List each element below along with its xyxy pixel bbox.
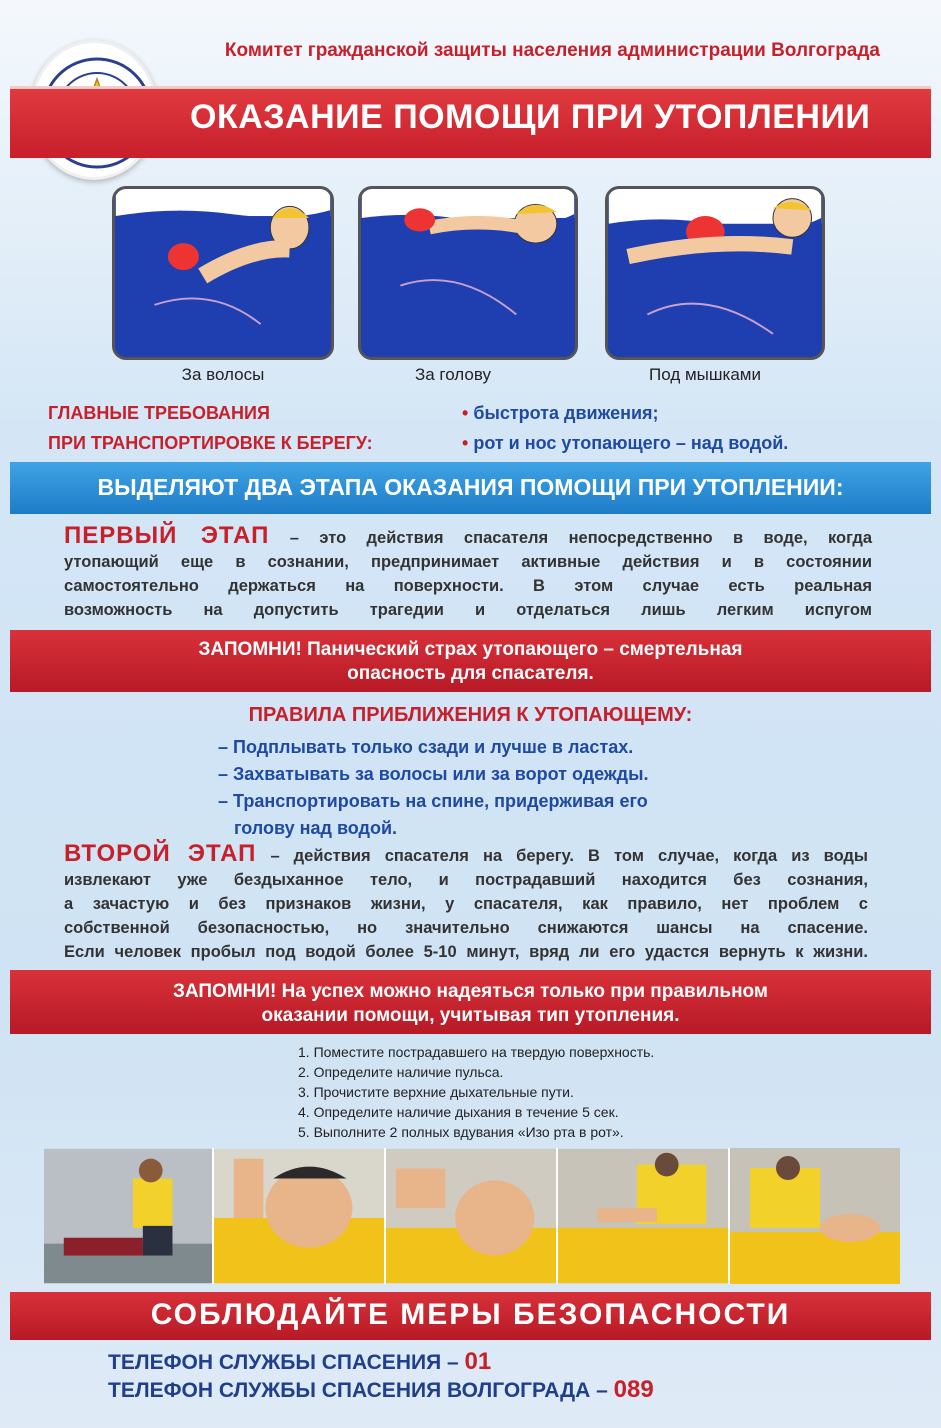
remember2-text: ЗАПОМНИ! На успех можно надеяться только при правильном оказании помощи, учитывая тип утопления. [173,981,768,1026]
airway-clearing-icon [386,1148,556,1284]
volgograd-phone-line: ТЕЛЕФОН СЛУЖБЫ СПАСЕНИЯ ВОЛГОГРАДА – 089 [108,1376,654,1403]
committee-name: Комитет гражданской защиты населения администрации Волгограда [224,40,880,61]
photo-rescuer-kneeling [44,1148,214,1284]
list-item: 4. Определите наличие дыхания в течение 5 сек. [298,1104,619,1120]
mouth-to-mouth-icon [730,1148,900,1284]
chest-compressions-icon [558,1148,728,1284]
caption-by-head: За голову [414,365,492,384]
list-item: 1. Поместите пострадавшего на твердую поверхность. [298,1044,655,1060]
illustration-under-arms [605,186,825,360]
stage2-head: ВТОРОЙ ЭТАП [64,840,257,867]
stage1-section: ПЕРВЫЙ ЭТАП – это действия спасателя непосредственно в воде, когда утопающий еще в сознании, предпринимает активные действия и в состоянии самостоятельно держаться на поверхности. В этом случае есть реальная возможность на допустить трагедии и отделаться лишь легким испугом [64,522,872,619]
requirements-title: ГЛАВНЫЕ ТРЕБОВАНИЯ ПРИ ТРАНСПОРТИРОВКЕ К БЕРЕГУ: [48,403,373,453]
rescue-by-head-icon [361,189,575,357]
first-aid-steps [298,1042,654,1142]
list-item: – Транспортировать на спине, придерживая его [218,791,648,811]
rescuer-kneeling-icon [44,1148,212,1284]
stage2-section: ВТОРОЙ ЭТАП – действия спасателя на берегу. В том случае, когда из воды извлекают уже бездыханное тело, и пострадавший находится без сознания, а зачастую и без признаков жизни, у спасателя, как правило, нет проблем с собственной безопасностью, но значительно снижаются шансы на спасение. Если человек пробыл под водой более 5-10 минут, вряд ли его удастся вернуть к жизни. [64,840,868,961]
volgograd-phone-number: 089 [613,1376,654,1403]
pulse-check-icon [214,1148,384,1284]
stage1-head: ПЕРВЫЙ ЭТАП [64,522,270,549]
list-item: 5. Выполните 2 полных вдувания «Изо рта в рот». [298,1124,624,1140]
list-item: • рот и нос утопающего – над водой. [462,433,789,453]
illustration-by-head [358,186,578,360]
list-item: – Захватывать за волосы или за ворот одежды. [218,764,649,784]
list-item: голову над водой. [234,818,398,838]
rules-title: ПРАВИЛА ПРИБЛИЖЕНИЯ К УТОПАЮЩЕМУ: [248,704,693,726]
list-item: • быстрота движения; [462,403,659,423]
photo-chest-compressions [558,1148,730,1284]
stages-banner-text: ВЫДЕЛЯЮТ ДВА ЭТАПА ОКАЗАНИЯ ПОМОЩИ ПРИ УТОПЛЕНИИ: [97,474,844,500]
safety-banner-text: СОБЛЮДАЙТЕ МЕРЫ БЕЗОПАСНОСТИ [150,1298,791,1331]
rescue-phone-line: ТЕЛЕФОН СЛУЖБЫ СПАСЕНИЯ – 01 [108,1348,492,1375]
rescue-phone-number: 01 [464,1348,492,1375]
list-item: 3. Прочистите верхние дыхательные пути. [298,1084,574,1100]
rules-list [218,734,648,842]
requirements-list [462,398,788,458]
list-item: 2. Определите наличие пульса. [298,1064,504,1080]
caption-under-arms: Под мышками [649,365,761,384]
illustration-by-hair [112,186,334,360]
photo-pulse-check [214,1148,386,1284]
rescue-under-arms-icon [608,189,822,357]
photo-airway-clearing [386,1148,558,1284]
rescue-by-hair-icon [115,189,331,357]
list-item: – Подплывать только сзади и лучше в ластах. [218,737,634,757]
remember1-text: ЗАПОМНИ! Панический страх утопающего – смертельная опасность для спасателя. [198,639,743,684]
photo-mouth-to-mouth [730,1148,900,1284]
page-title: ОКАЗАНИЕ ПОМОЩИ ПРИ УТОПЛЕНИИ [190,98,871,136]
caption-by-hair: За волосы [181,365,265,384]
